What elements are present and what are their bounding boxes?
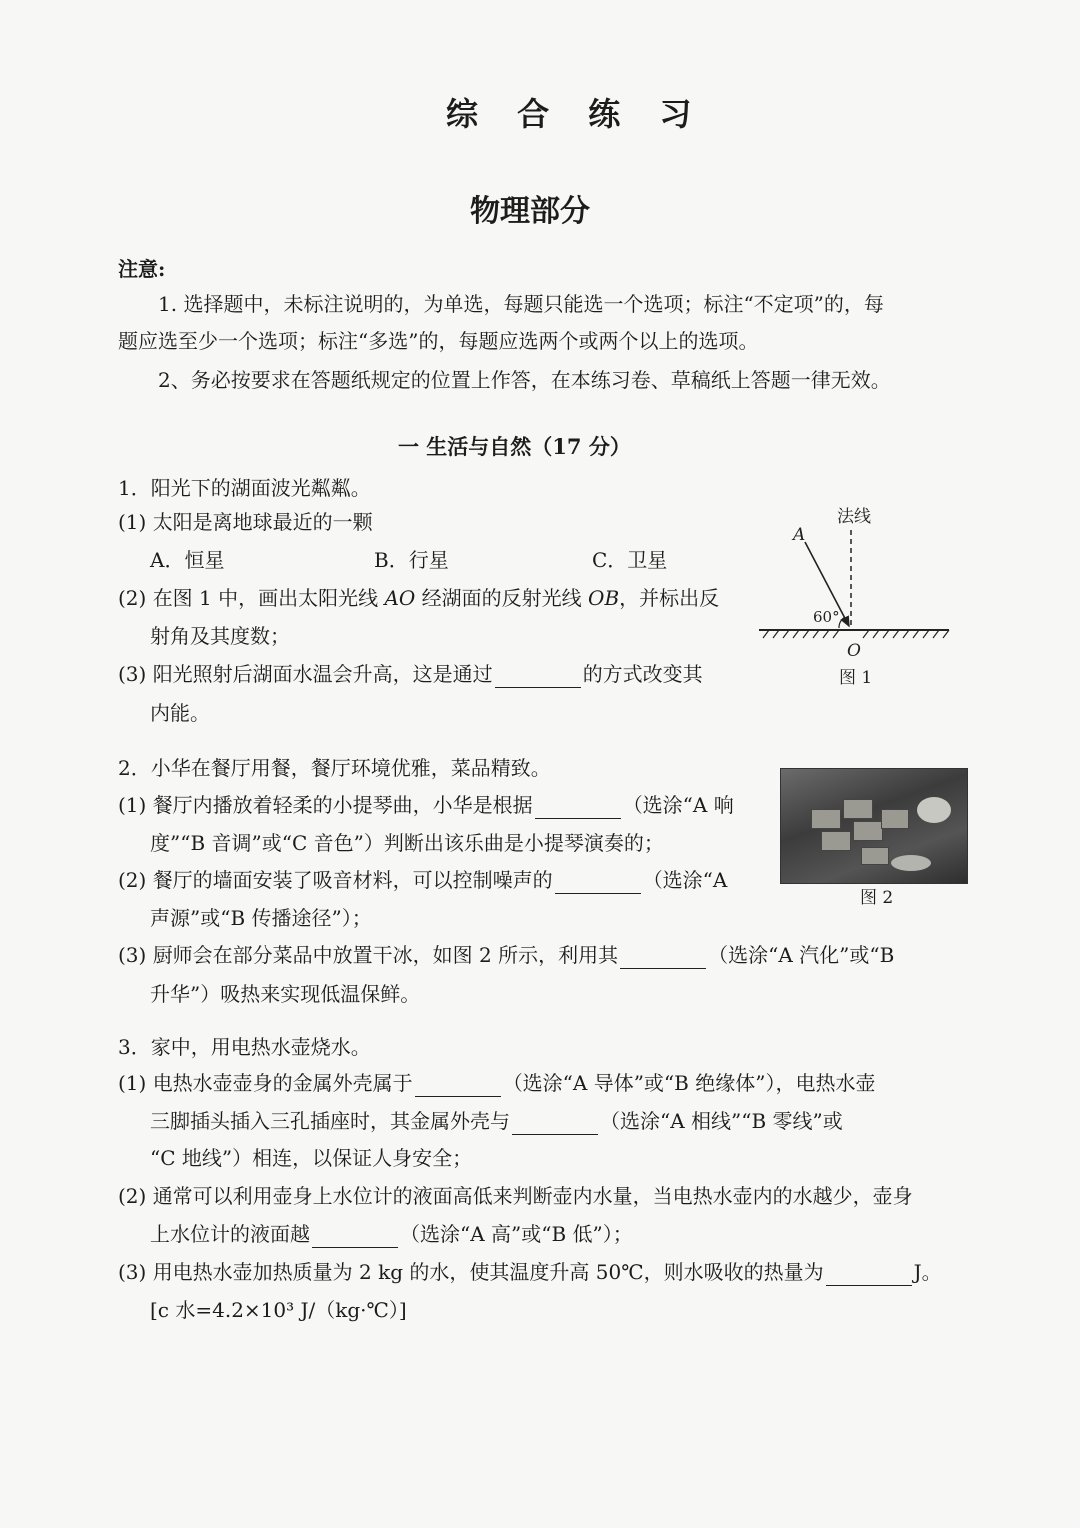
question-2-part-2b: 声源”或“B 传播途径”）； [150,906,372,930]
question-1-part-3a: (3) 阳光照射后湖面水温会升高，这是通过 的方式改变其 [118,662,703,686]
question-1-head: 1．阳光下的湖面波光粼粼。 [118,476,371,500]
figure-2-dry-ice-photo [780,768,968,884]
option-c: C．卫星 [592,548,668,572]
question-3-part-3a: (3) 用电热水壶加热质量为 2 kg 的水，使其温度升高 50℃，则水吸收的热量为 J。 [118,1260,942,1284]
normal-label: 法线 [837,507,871,527]
answer-blank[interactable] [415,1076,501,1097]
point-a-label: A [793,525,806,545]
question-2-part-1a: (1) 餐厅内播放着轻柔的小提琴曲，小华是根据 （选涂“A 响 [118,793,734,817]
answer-blank[interactable] [826,1265,912,1286]
answer-blank[interactable] [512,1114,598,1135]
question-3-part-2b: 上水位计的液面越 （选涂“A 高”或“B 低”）； [150,1222,633,1246]
question-3-head: 3．家中，用电热水壶烧水。 [118,1035,371,1059]
angle-label: 60° [813,608,840,626]
question-1-part-3b: 内能。 [150,701,210,725]
question-2-part-3a: (3) 厨师会在部分菜品中放置干冰，如图 2 所示，利用其 （选涂“A 汽化”或“B [118,943,895,967]
figure-2-caption: 图 2 [860,888,894,908]
question-1-part-2b: 射角及其度数； [150,624,290,648]
angle-arc [839,617,845,628]
question-2-head: 2．小华在餐厅用餐，餐厅环境优雅，菜品精致。 [118,756,551,780]
question-3-part-1b: 三脚插头插入三孔插座时，其金属外壳与 （选涂“A 相线”“B 零线”或 [150,1109,843,1133]
question-3-part-3b: [c 水=4.2×10³ J/（kg·℃）] [150,1298,407,1322]
answer-blank[interactable] [495,667,581,688]
figure-1-reflection-diagram [755,500,955,700]
question-1-part-1: (1) 太阳是离地球最近的一颗 [118,510,373,534]
point-o-label: O [847,641,861,661]
section-title: 一 生活与自然（17 分） [398,434,631,459]
answer-blank[interactable] [555,873,641,894]
notice-line-1a: 1. 选择题中，未标注说明的，为单选，每题只能选一个选项；标注“不定项”的，每 [158,292,884,316]
page-title: 综 合 练 习 [446,95,706,133]
question-3-part-1a: (1) 电热水壶壶身的金属外壳属于 （选涂“A 导体”或“B 绝缘体”），电热水壶 [118,1071,876,1095]
question-3-part-2a: (2) 通常可以利用壶身上水位计的液面高低来判断壶内水量，当电热水壶内的水越少，壶身 [118,1184,913,1208]
notice-line-2: 2、务必按要求在答题纸规定的位置上作答，在本练习卷、草稿纸上答题一律无效。 [158,368,891,392]
question-2-part-2a: (2) 餐厅的墙面安装了吸音材料，可以控制噪声的 （选涂“A [118,868,728,892]
answer-blank[interactable] [312,1227,398,1248]
surface-hatching [763,630,949,638]
answer-blank[interactable] [535,798,621,819]
answer-blank[interactable] [620,948,706,969]
option-a: A．恒星 [150,548,225,572]
figure-1-caption: 图 1 [839,668,873,688]
question-1-part-2a: (2) 在图 1 中，画出太阳光线 AO 经湖面的反射光线 OB，并标出反 [118,586,720,610]
notice-line-1b: 题应选至少一个选项；标注“多选”的，每题应选两个或两个以上的选项。 [118,329,759,353]
notice-label: 注意: [118,257,166,281]
question-2-part-1b: 度”“B 音调”或“C 音色”）判断出该乐曲是小提琴演奏的； [150,831,664,855]
page-subtitle: 物理部分 [470,194,590,229]
option-b: B．行星 [374,548,449,572]
question-2-part-3b: 升华”）吸热来实现低温保鲜。 [150,982,421,1006]
question-3-part-1c: “C 地线”）相连，以保证人身安全； [150,1146,473,1170]
